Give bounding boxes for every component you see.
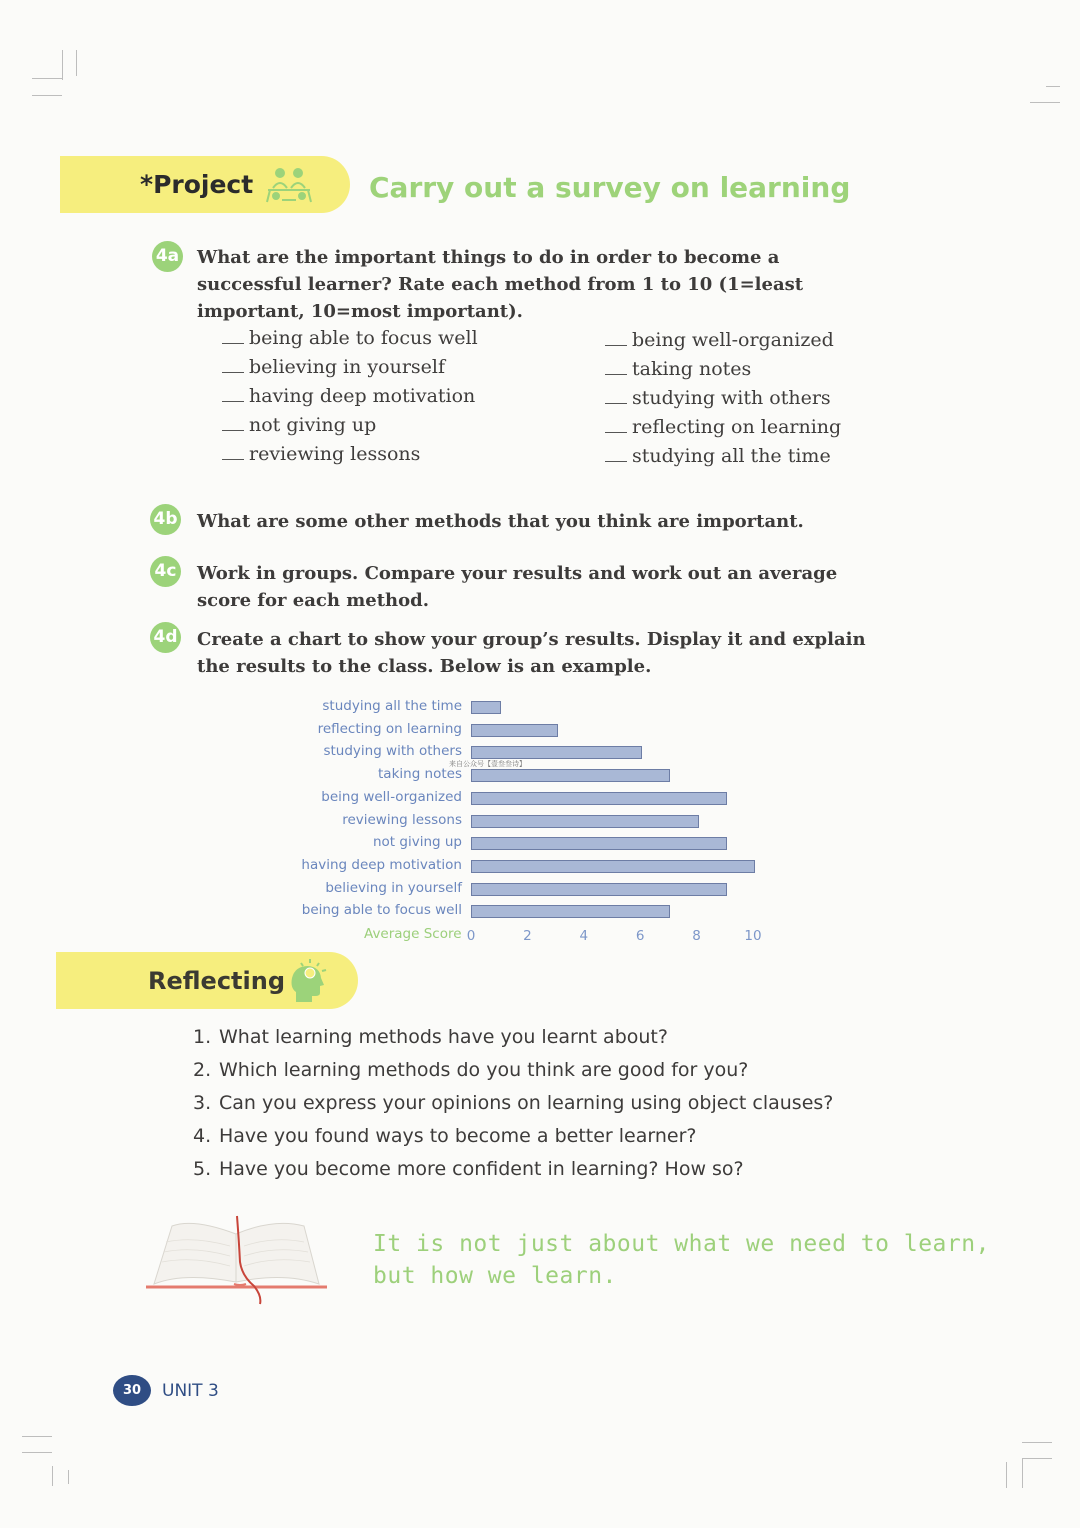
list-item: taking notes: [605, 358, 841, 387]
crop-mark: [1006, 1462, 1007, 1488]
chart-category-label: reflecting on learning: [317, 720, 462, 737]
chart-x-tick: 6: [635, 928, 645, 944]
crop-mark: [1022, 1442, 1052, 1443]
list-item: reflecting on learning: [605, 416, 841, 445]
answer-blank[interactable]: [222, 430, 244, 431]
task-4d-text: Create a chart to show your group’s results. Display it and explain the results to the class. Below is an example.: [197, 629, 866, 677]
chart-x-tick: 10: [744, 928, 762, 944]
question-item: 1. What learning methods have you learnt about?: [193, 1026, 668, 1048]
chart-bar: [471, 769, 670, 782]
answer-blank[interactable]: [605, 345, 627, 346]
reflecting-questions: [193, 1026, 833, 1191]
list-item: believing in yourself: [222, 356, 478, 385]
crop-mark: [62, 50, 63, 80]
project-title: Carry out a survey on learning: [369, 171, 851, 204]
page-number: 30: [113, 1375, 151, 1406]
watermark-text: 来自公众号【壹叁叁诗】: [449, 760, 526, 768]
list-item: studying all the time: [605, 445, 841, 474]
crop-mark: [52, 1466, 53, 1486]
task-badge-4a: 4a: [152, 241, 183, 272]
crop-mark: [1022, 1458, 1023, 1488]
task-4c-text: Work in groups. Compare your results and work out an average score for each method.: [197, 563, 838, 611]
list-item: reviewing lessons: [222, 443, 478, 472]
task-badge-4d: 4d: [150, 622, 181, 653]
question-item: 3. Can you express your opinions on learning using object clauses?: [193, 1092, 834, 1114]
methods-list-right: [605, 329, 841, 474]
chart-bar: [471, 883, 727, 896]
chart-category-label: studying with others: [323, 743, 462, 760]
list-item: studying with others: [605, 387, 841, 416]
crop-mark: [22, 1452, 52, 1453]
question-item: 2. Which learning methods do you think are good for you?: [193, 1059, 749, 1081]
chart-category-label: having deep motivation: [301, 856, 462, 873]
chart-x-tick: 2: [523, 928, 532, 944]
question-item: 5. Have you become more confident in learning? How so?: [193, 1158, 744, 1180]
answer-blank[interactable]: [605, 461, 627, 462]
crop-mark: [1030, 102, 1060, 103]
chart-bar: [471, 905, 670, 918]
answer-blank[interactable]: [605, 432, 627, 433]
chart-bar: [471, 815, 699, 828]
crop-mark: [1022, 1458, 1052, 1459]
crop-mark: [1046, 86, 1060, 87]
thinking-head-icon: [288, 958, 328, 1004]
chart-category-label: believing in yourself: [325, 879, 462, 896]
quote-line-1: It is not just about what we need to learn,: [373, 1231, 990, 1257]
list-item: being able to focus well: [222, 327, 478, 356]
crop-mark: [76, 50, 77, 76]
chart-category-label: taking notes: [378, 766, 462, 783]
unit-label: UNIT 3: [162, 1381, 219, 1401]
answer-blank[interactable]: [605, 374, 627, 375]
crop-mark: [32, 95, 62, 96]
chart-bar: [471, 724, 558, 737]
chart-x-axis-label: Average Score: [364, 926, 462, 942]
answer-blank[interactable]: [222, 459, 244, 460]
chart-bar: [471, 792, 727, 805]
quote-line-2: but how we learn.: [373, 1263, 617, 1289]
reflecting-label: Reflecting: [148, 967, 286, 995]
answer-blank[interactable]: [605, 403, 627, 404]
answer-blank[interactable]: [222, 401, 244, 402]
open-book-icon: [144, 1212, 329, 1307]
task-badge-4b: 4b: [150, 504, 181, 535]
chart-category-label: studying all the time: [322, 698, 462, 714]
task-4b-text: What are some other methods that you think are important.: [197, 511, 804, 532]
chart-bar: [471, 837, 727, 850]
list-item: being well-organized: [605, 329, 841, 358]
chart-bar: [471, 701, 501, 714]
group-people-icon: [264, 166, 314, 204]
crop-mark: [68, 1470, 69, 1484]
chart-category-label: not giving up: [372, 834, 462, 851]
chart-bar: [471, 746, 642, 759]
question-item: 4. Have you found ways to become a better learner?: [193, 1125, 697, 1147]
task-badge-4c: 4c: [150, 556, 181, 587]
answer-blank[interactable]: [222, 372, 244, 373]
crop-mark: [32, 78, 62, 79]
methods-list-left: [222, 327, 478, 472]
answer-blank[interactable]: [222, 343, 244, 344]
list-item: having deep motivation: [222, 385, 478, 414]
project-label: *Project: [140, 170, 254, 199]
quote: [373, 1228, 990, 1292]
chart-category-label: being well-organized: [321, 788, 462, 805]
chart-x-tick: 4: [579, 928, 589, 944]
list-item: not giving up: [222, 414, 478, 443]
task-4a-text: What are the important things to do in order to become a successful learner? Rate each method from 1 to 10 (1=least important, 10=most important).: [197, 247, 804, 322]
chart-category-label: being able to focus well: [301, 902, 462, 919]
chart-x-tick: 8: [692, 928, 701, 944]
chart-category-label: reviewing lessons: [342, 811, 462, 828]
chart-x-tick: 0: [466, 928, 476, 944]
crop-mark: [22, 1436, 52, 1437]
chart-bar: [471, 860, 755, 873]
